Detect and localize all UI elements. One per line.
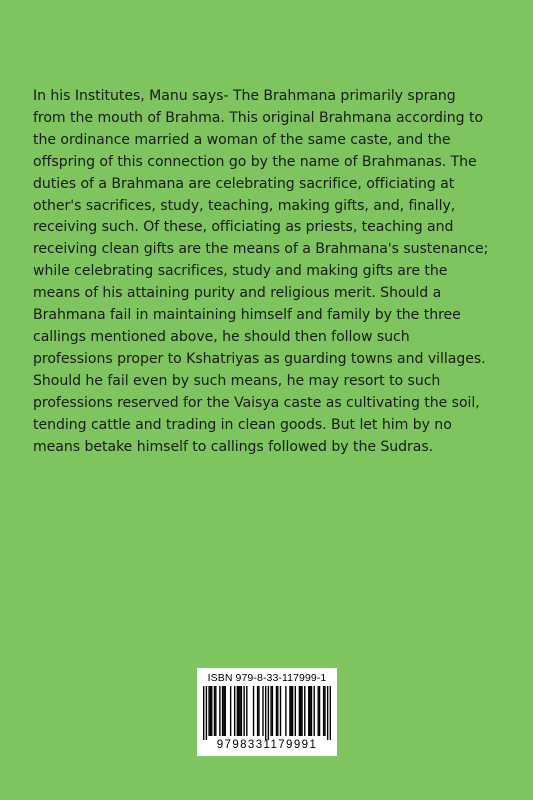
barcode-bar xyxy=(277,686,278,736)
barcode-bar xyxy=(258,686,259,736)
blurb-line: from the mouth of Brahma. This original Brahmana according to xyxy=(33,109,484,126)
barcode-bar xyxy=(203,686,204,740)
barcode-bar xyxy=(311,686,312,736)
barcode-bar xyxy=(246,686,247,736)
blurb-line: the ordinance married a woman of the same caste, and the xyxy=(33,131,451,148)
barcode-bar xyxy=(280,686,281,736)
barcode-bar xyxy=(234,686,235,736)
blurb-line: tending cattle and trading in clean goods. But let him by no xyxy=(33,416,452,433)
barcode-bar xyxy=(313,686,314,736)
barcode-bar xyxy=(308,686,309,736)
blurb-line: In his Institutes, Manu says- The Brahmana primarily sprang xyxy=(33,88,456,104)
barcode-bar xyxy=(323,686,324,736)
barcode-bar xyxy=(223,686,224,736)
blurb-line: while celebrating sacrifices, study and making gifts are the xyxy=(33,263,448,280)
barcode-bar xyxy=(211,686,212,736)
back-cover-blurb xyxy=(33,86,511,458)
barcode-bars xyxy=(203,686,331,740)
barcode-bar xyxy=(327,686,328,740)
barcode-bar xyxy=(265,686,266,740)
barcode-bar xyxy=(295,686,296,736)
barcode-bar xyxy=(214,686,215,736)
blurb-line: means of his attaining purity and religious merit. Should a xyxy=(33,285,442,302)
blurb-line: means betake himself to callings followed by the Sudras. xyxy=(33,438,434,455)
barcode-bar xyxy=(304,686,305,736)
blurb-line: callings mentioned above, he should then follow such xyxy=(33,328,410,345)
blurb-line: professions reserved for the Vaisya caste as cultivating the soil, xyxy=(33,394,480,411)
blurb-line: professions proper to Kshatriyas as guarding towns and villages. xyxy=(33,350,486,367)
barcode-bar xyxy=(241,686,242,736)
barcode-bar xyxy=(225,686,226,736)
barcode-bar xyxy=(272,686,273,736)
blurb-line: Should he fail even by such means, he may resort to such xyxy=(33,372,441,389)
barcode-bar xyxy=(299,686,300,736)
barcode-bar xyxy=(257,686,258,736)
barcode-bar xyxy=(237,686,238,736)
barcode-bar xyxy=(222,686,223,736)
barcode-bar xyxy=(324,686,325,736)
blurb-line: Brahmana fail in maintaining himself and family by the three xyxy=(33,307,461,324)
barcode-bar xyxy=(270,686,271,736)
blurb-line: receiving such. Of these, officiating as priests, teaching and xyxy=(33,219,454,236)
barcode-bar xyxy=(262,686,263,736)
blurb-line: receiving clean gifts are the means of a Brahmana's sustenance; xyxy=(33,241,489,258)
barcode-bar xyxy=(239,686,240,736)
barcode-bar xyxy=(230,686,231,736)
barcode-bar xyxy=(319,686,320,736)
barcode-bar xyxy=(253,686,254,736)
barcode-bar xyxy=(219,686,220,736)
barcode-bar xyxy=(330,686,331,740)
barcode-bar xyxy=(210,686,211,736)
barcode-bar xyxy=(318,686,319,736)
barcode-bar xyxy=(292,686,293,736)
blurb-line: duties of a Brahmana are celebrating sacrifice, officiating at xyxy=(33,175,455,192)
isbn-barcode-box xyxy=(197,668,337,756)
barcode-bar xyxy=(238,686,239,736)
barcode-bar xyxy=(208,686,209,736)
barcode-bar xyxy=(309,686,310,736)
barcode-digits: 9798331179991 xyxy=(216,739,318,751)
blurb-line: offspring of this connection go by the name of Brahmanas. The xyxy=(33,153,477,170)
barcode-bar xyxy=(285,686,286,736)
barcode-bar xyxy=(301,686,302,736)
barcode-bar xyxy=(268,686,269,740)
blurb-line: other's sacrifices, study, teaching, making gifts, and, finally, xyxy=(33,197,456,214)
barcode-bar xyxy=(215,686,216,736)
isbn-label: ISBN 979-8-33-117999-1 xyxy=(207,672,327,684)
barcode-bar xyxy=(300,686,301,736)
barcode-bar xyxy=(289,686,290,736)
barcode-bar xyxy=(206,686,207,740)
barcode-bar xyxy=(291,686,292,736)
barcode-bar xyxy=(243,686,244,736)
barcode-bar xyxy=(276,686,277,736)
